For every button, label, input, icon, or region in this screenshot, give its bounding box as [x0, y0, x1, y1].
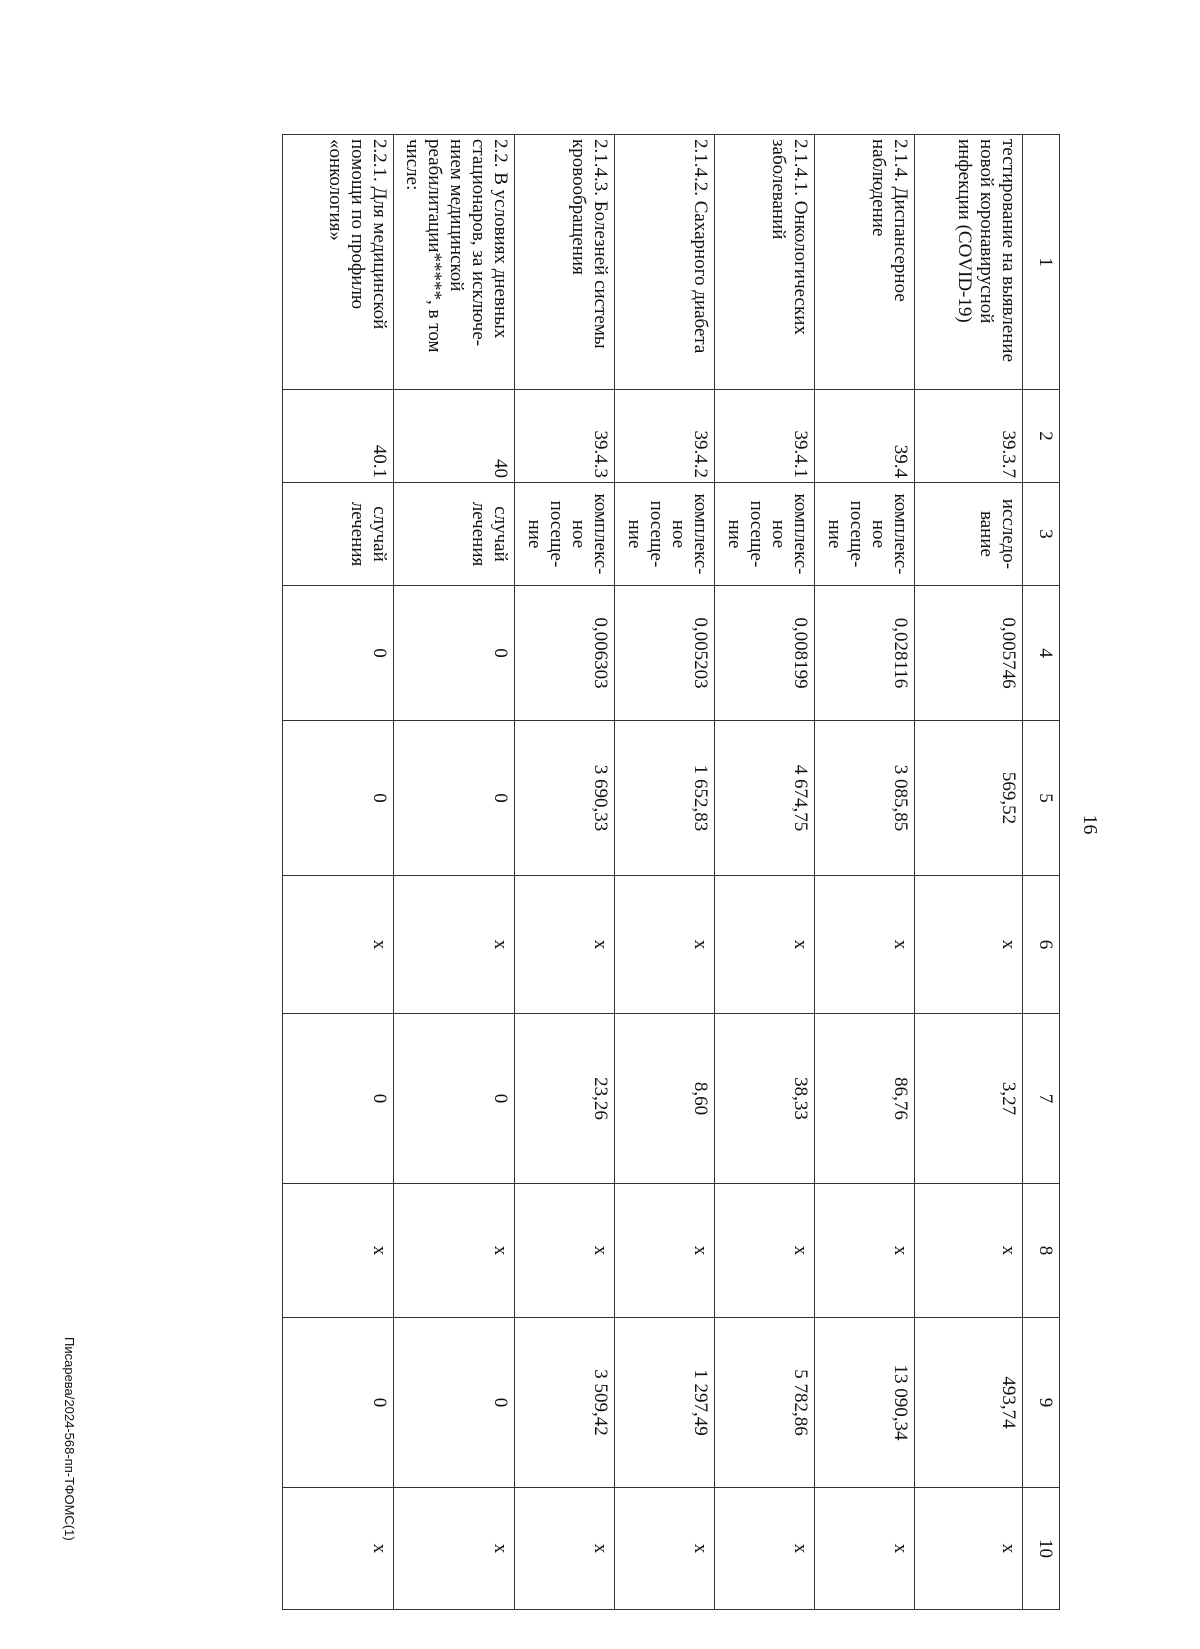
table-row — [715, 135, 815, 1610]
cell: 3 509,42 — [515, 1318, 615, 1488]
row-code: 39.4.2 — [615, 390, 715, 483]
cell: 0 — [394, 721, 515, 876]
row-code: 39.4.3 — [515, 390, 615, 483]
cell: х — [515, 1488, 615, 1610]
cell: х — [283, 876, 394, 1014]
cell: 0 — [283, 721, 394, 876]
cell: х — [715, 876, 815, 1014]
cell: х — [715, 1184, 815, 1318]
table-row — [615, 135, 715, 1610]
cell: 13 090,34 — [815, 1318, 915, 1488]
column-header: 4 — [1023, 586, 1060, 721]
header-row — [1023, 135, 1060, 1610]
row-code: 39.3.7 — [915, 390, 1023, 483]
cell: х — [815, 1488, 915, 1610]
cell: 0,006303 — [515, 586, 615, 721]
cell: х — [615, 876, 715, 1014]
cell: х — [915, 876, 1023, 1014]
cell: х — [915, 1184, 1023, 1318]
cell: 5 782,86 — [715, 1318, 815, 1488]
cell: 493,74 — [915, 1318, 1023, 1488]
cell: х — [815, 1184, 915, 1318]
cell: 23,26 — [515, 1014, 615, 1184]
cell: 0,005746 — [915, 586, 1023, 721]
cell: 3 085,85 — [815, 721, 915, 876]
cell: х — [715, 1488, 815, 1610]
column-header: 5 — [1023, 721, 1060, 876]
cell: 0,005203 — [615, 586, 715, 721]
cell: х — [515, 1184, 615, 1318]
table-row — [394, 135, 515, 1610]
cell: 86,76 — [815, 1014, 915, 1184]
row-name: 2.2. В условиях дневных стационаров, за исключе-нием медицинской реабилитации*****, в том числе: — [394, 135, 515, 390]
cell: 0,028116 — [815, 586, 915, 721]
cell: х — [283, 1488, 394, 1610]
cell: х — [394, 1488, 515, 1610]
cell: х — [615, 1488, 715, 1610]
row-unit: исследо-вание — [915, 483, 1023, 586]
cell: 0 — [394, 1318, 515, 1488]
page-number: 16 — [1079, 814, 1101, 835]
cell: х — [815, 876, 915, 1014]
table-row — [283, 135, 394, 1610]
column-header: 3 — [1023, 483, 1060, 586]
cell: х — [515, 876, 615, 1014]
cell: 0 — [283, 1014, 394, 1184]
cell: 0 — [283, 586, 394, 721]
cell: 1 652,83 — [615, 721, 715, 876]
cell: 1 297,49 — [615, 1318, 715, 1488]
column-header: 10 — [1023, 1488, 1060, 1610]
table-row — [515, 135, 615, 1610]
table-row — [915, 135, 1023, 1610]
cell: х — [615, 1184, 715, 1318]
table-row — [815, 135, 915, 1610]
cell: 3 690,33 — [515, 721, 615, 876]
row-unit: комплекс-ное посеще-ние — [715, 483, 815, 586]
row-name: 2.1.4. Диспансерное наблюдение — [815, 135, 915, 390]
column-header: 8 — [1023, 1184, 1060, 1318]
cell: 0,008199 — [715, 586, 815, 721]
cell: 0 — [394, 586, 515, 721]
column-header: 7 — [1023, 1014, 1060, 1184]
cell: х — [283, 1184, 394, 1318]
column-header: 9 — [1023, 1318, 1060, 1488]
cell: х — [394, 876, 515, 1014]
row-name: 2.1.4.2. Сахарного диабета — [615, 135, 715, 390]
row-code: 40.1 — [283, 390, 394, 483]
cell: 8,60 — [615, 1014, 715, 1184]
row-code: 39.4.1 — [715, 390, 815, 483]
row-code: 40 — [394, 390, 515, 483]
cell: х — [394, 1184, 515, 1318]
tariff-table — [282, 134, 1060, 1610]
row-unit: комплекс-ное посеще-ние — [515, 483, 615, 586]
column-header: 6 — [1023, 876, 1060, 1014]
document-reference: Писарева/2024-568-пп-ТФОМС(1) — [62, 1337, 77, 1541]
cell: 569,52 — [915, 721, 1023, 876]
row-name: 2.1.4.1. Онкологических заболеваний — [715, 135, 815, 390]
cell: 3,27 — [915, 1014, 1023, 1184]
row-name: тестирование на выявление новой коронавирусной инфекции (COVID-19) — [915, 135, 1023, 390]
cell: 0 — [394, 1014, 515, 1184]
row-code: 39.4 — [815, 390, 915, 483]
row-unit: комплекс-ное посеще-ние — [815, 483, 915, 586]
row-unit: комплекс-ное посеще-ние — [615, 483, 715, 586]
cell: 4 674,75 — [715, 721, 815, 876]
cell: х — [915, 1488, 1023, 1610]
row-name: 2.2.1. Для медицинской помощи по профилю «онкология» — [283, 135, 394, 390]
row-unit: случай лечения — [283, 483, 394, 586]
cell: 0 — [283, 1318, 394, 1488]
row-unit: случай лечения — [394, 483, 515, 586]
cell: 38,33 — [715, 1014, 815, 1184]
column-header: 1 — [1023, 135, 1060, 390]
column-header: 2 — [1023, 390, 1060, 483]
row-name: 2.1.4.3. Болезней системы кровообращения — [515, 135, 615, 390]
